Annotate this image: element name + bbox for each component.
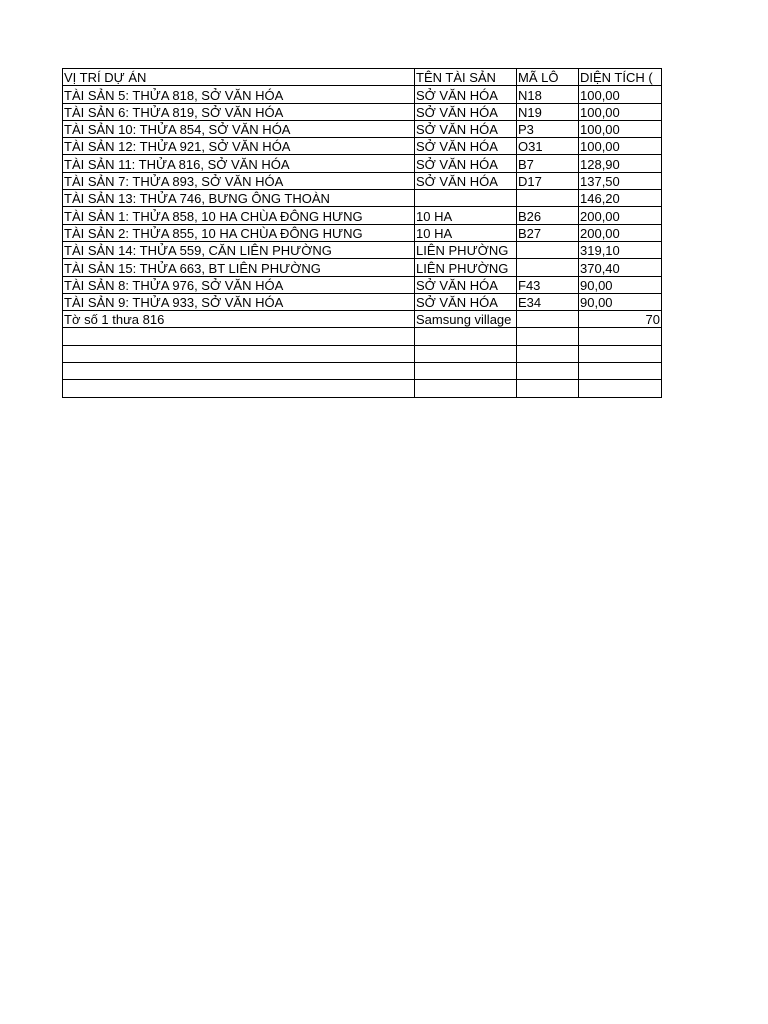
cell-location[interactable] xyxy=(63,328,415,345)
cell-lot-code[interactable]: N18 xyxy=(517,86,579,103)
table-row xyxy=(63,293,662,310)
table-row xyxy=(63,103,662,120)
cell-area[interactable] xyxy=(579,345,662,362)
cell-location[interactable]: TÀI SẢN 5: THỬA 818, SỞ VĂN HÓA xyxy=(63,86,415,103)
cell-area[interactable]: 128,90 xyxy=(579,155,662,172)
header-location[interactable]: VỊ TRÍ DỰ ÁN xyxy=(63,69,415,86)
table-row xyxy=(63,241,662,258)
table-row-empty xyxy=(63,328,662,345)
table-row xyxy=(63,86,662,103)
cell-location[interactable]: TÀI SẢN 15: THỬA 663, BT LIÊN PHƯỜNG xyxy=(63,259,415,276)
cell-location[interactable]: TÀI SẢN 10: THỬA 854, SỞ VĂN HÓA xyxy=(63,120,415,137)
cell-asset-name[interactable] xyxy=(415,328,517,345)
cell-lot-code[interactable]: P3 xyxy=(517,120,579,137)
cell-location[interactable]: Tờ số 1 thưa 816 xyxy=(63,311,415,328)
cell-area[interactable]: 200,00 xyxy=(579,224,662,241)
cell-asset-name[interactable]: Samsung village xyxy=(415,311,517,328)
cell-asset-name[interactable] xyxy=(415,363,517,380)
table-row xyxy=(63,155,662,172)
cell-lot-code[interactable]: O31 xyxy=(517,138,579,155)
cell-area[interactable]: 100,00 xyxy=(579,103,662,120)
cell-location[interactable]: TÀI SẢN 6: THỬA 819, SỞ VĂN HÓA xyxy=(63,103,415,120)
cell-asset-name[interactable]: SỞ VĂN HÓA xyxy=(415,86,517,103)
cell-asset-name[interactable] xyxy=(415,190,517,207)
cell-asset-name[interactable]: SỞ VĂN HÓA xyxy=(415,172,517,189)
cell-lot-code[interactable] xyxy=(517,328,579,345)
header-area[interactable]: DIỆN TÍCH ( xyxy=(579,69,662,86)
cell-location[interactable]: TÀI SẢN 12: THỬA 921, SỞ VĂN HÓA xyxy=(63,138,415,155)
cell-lot-code[interactable]: D17 xyxy=(517,172,579,189)
cell-area[interactable]: 146,20 xyxy=(579,190,662,207)
cell-lot-code[interactable] xyxy=(517,259,579,276)
cell-location[interactable]: TÀI SẢN 13: THỬA 746, BƯNG ÔNG THOÀN xyxy=(63,190,415,207)
cell-location[interactable] xyxy=(63,380,415,397)
table-row xyxy=(63,207,662,224)
cell-lot-code[interactable] xyxy=(517,190,579,207)
table-row-empty xyxy=(63,363,662,380)
cell-lot-code[interactable]: N19 xyxy=(517,103,579,120)
cell-location[interactable]: TÀI SẢN 8: THỬA 976, SỞ VĂN HÓA xyxy=(63,276,415,293)
cell-area[interactable]: 90,00 xyxy=(579,293,662,310)
table-row xyxy=(63,190,662,207)
table-row xyxy=(63,120,662,137)
cell-location[interactable]: TÀI SẢN 11: THỬA 816, SỞ VĂN HÓA xyxy=(63,155,415,172)
cell-area[interactable]: 137,50 xyxy=(579,172,662,189)
cell-asset-name[interactable]: SỞ VĂN HÓA xyxy=(415,120,517,137)
header-lot-code[interactable]: MÃ LÔ xyxy=(517,69,579,86)
cell-location[interactable] xyxy=(63,363,415,380)
cell-asset-name[interactable]: SỞ VĂN HÓA xyxy=(415,276,517,293)
cell-lot-code[interactable]: B7 xyxy=(517,155,579,172)
cell-area[interactable]: 370,40 xyxy=(579,259,662,276)
cell-asset-name[interactable]: LIÊN PHƯỜNG xyxy=(415,259,517,276)
cell-area[interactable]: 100,00 xyxy=(579,120,662,137)
cell-area[interactable] xyxy=(579,328,662,345)
cell-area[interactable]: 70 xyxy=(579,311,662,328)
cell-area[interactable]: 100,00 xyxy=(579,86,662,103)
cell-lot-code[interactable] xyxy=(517,241,579,258)
cell-area[interactable] xyxy=(579,363,662,380)
table-row xyxy=(63,276,662,293)
table-row xyxy=(63,311,662,328)
cell-asset-name[interactable]: LIÊN PHƯỜNG xyxy=(415,241,517,258)
header-asset-name[interactable]: TÊN TÀI SẢN xyxy=(415,69,517,86)
cell-area[interactable]: 319,10 xyxy=(579,241,662,258)
table-row-empty xyxy=(63,345,662,362)
table-row-empty xyxy=(63,380,662,397)
cell-lot-code[interactable]: F43 xyxy=(517,276,579,293)
cell-lot-code[interactable]: B27 xyxy=(517,224,579,241)
asset-table xyxy=(62,68,662,398)
cell-asset-name[interactable]: SỞ VĂN HÓA xyxy=(415,293,517,310)
cell-lot-code[interactable]: B26 xyxy=(517,207,579,224)
cell-lot-code[interactable] xyxy=(517,363,579,380)
cell-asset-name[interactable]: SỞ VĂN HÓA xyxy=(415,138,517,155)
cell-location[interactable]: TÀI SẢN 1: THỬA 858, 10 HA CHÙA ĐÔNG HƯNG xyxy=(63,207,415,224)
cell-lot-code[interactable] xyxy=(517,345,579,362)
cell-location[interactable] xyxy=(63,345,415,362)
table-row xyxy=(63,172,662,189)
cell-asset-name[interactable] xyxy=(415,345,517,362)
cell-location[interactable]: TÀI SẢN 7: THỬA 893, SỞ VĂN HÓA xyxy=(63,172,415,189)
cell-location[interactable]: TÀI SẢN 14: THỬA 559, CĂN LIÊN PHƯỜNG xyxy=(63,241,415,258)
cell-area[interactable]: 90,00 xyxy=(579,276,662,293)
cell-asset-name[interactable] xyxy=(415,380,517,397)
cell-location[interactable]: TÀI SẢN 2: THỬA 855, 10 HA CHÙA ĐÔNG HƯNG xyxy=(63,224,415,241)
cell-lot-code[interactable]: E34 xyxy=(517,293,579,310)
cell-location[interactable]: TÀI SẢN 9: THỬA 933, SỞ VĂN HÓA xyxy=(63,293,415,310)
cell-area[interactable]: 200,00 xyxy=(579,207,662,224)
table-row xyxy=(63,224,662,241)
cell-lot-code[interactable] xyxy=(517,380,579,397)
cell-asset-name[interactable]: SỞ VĂN HÓA xyxy=(415,103,517,120)
cell-lot-code[interactable] xyxy=(517,311,579,328)
cell-asset-name[interactable]: 10 HA xyxy=(415,207,517,224)
table-row xyxy=(63,259,662,276)
table-row xyxy=(63,138,662,155)
cell-asset-name[interactable]: 10 HA xyxy=(415,224,517,241)
cell-area[interactable]: 100,00 xyxy=(579,138,662,155)
cell-asset-name[interactable]: SỞ VĂN HÓA xyxy=(415,155,517,172)
header-row xyxy=(63,69,662,86)
cell-area[interactable] xyxy=(579,380,662,397)
